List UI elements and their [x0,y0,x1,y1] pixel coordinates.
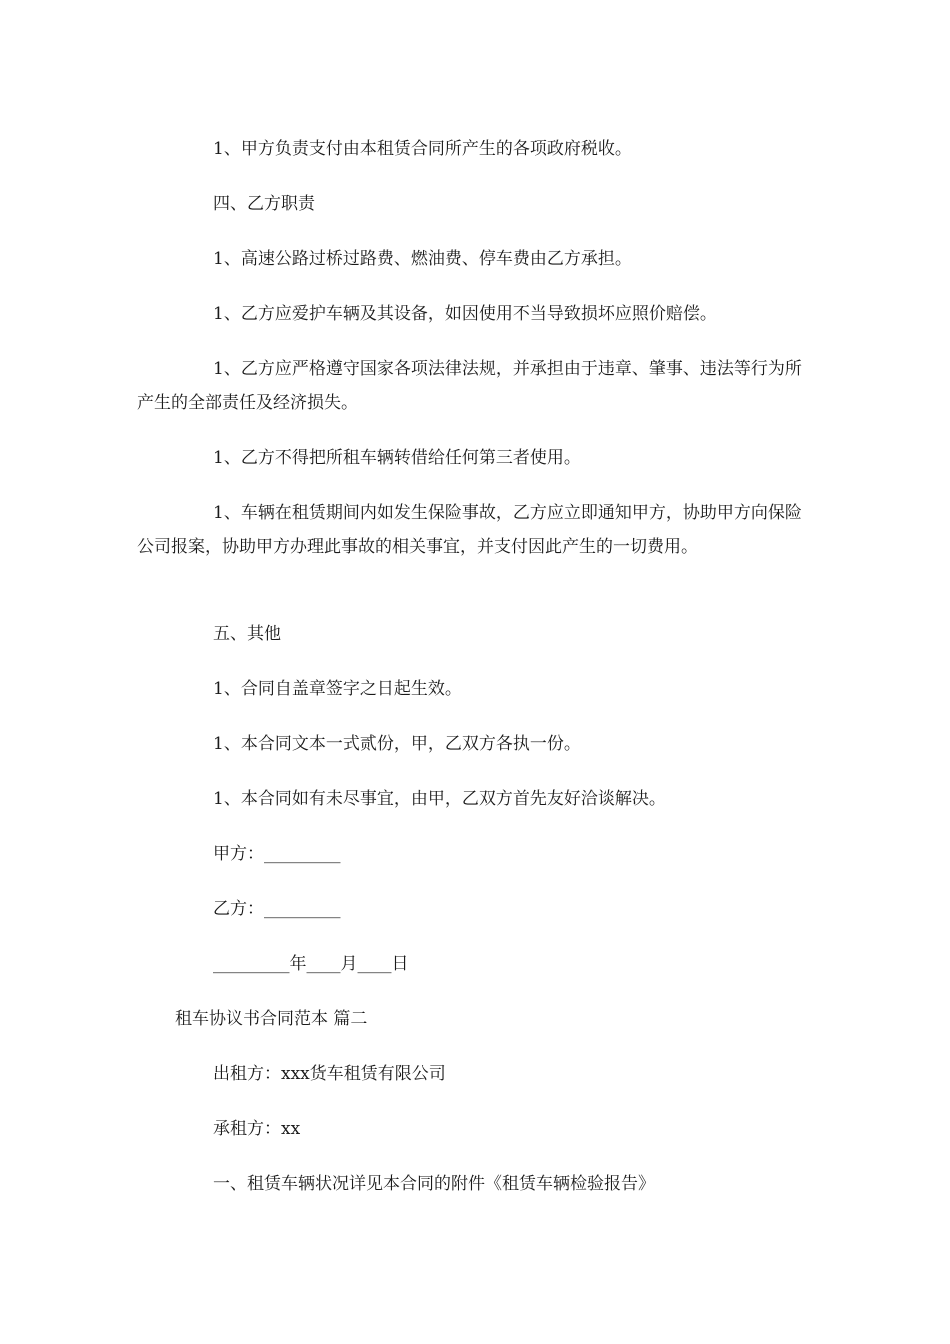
lessee-line: 承租方：xx [213,1119,301,1139]
clause-unresolved-matters: 1、本合同如有未尽事宜，由甲，乙双方首先友好洽谈解决。 [213,789,666,809]
signature-party-a: 甲方：_________ [213,844,341,864]
clause-vehicle-care: 1、乙方应爱护车辆及其设备，如因使用不当导致损坏应照价赔偿。 [213,304,717,324]
clause-law-compliance: 1、乙方应严格遵守国家各项法律法规，并承担由于违章、肇事、违法等行为所产生的全部责任及经济损失。 [137,359,802,413]
section-title-part-two: 租车协议书合同范本 篇二 [175,1009,368,1029]
clause-no-sublease: 1、乙方不得把所租车辆转借给任何第三者使用。 [213,448,581,468]
clause-copies: 1、本合同文本一式贰份，甲，乙双方各执一份。 [213,734,581,754]
section-heading-party-b-duties: 四、乙方职责 [213,194,315,214]
clause-tax: 1、甲方负责支付由本租赁合同所产生的各项政府税收。 [213,139,632,159]
section-heading-other: 五、其他 [213,624,281,644]
signature-party-b: 乙方：_________ [213,899,341,919]
clause-effective-date: 1、合同自盖章签字之日起生效。 [213,679,462,699]
clause-insurance-accident: 1、车辆在租赁期间内如发生保险事故，乙方应立即通知甲方，协助甲方向保险公司报案，协助甲方办理此事故的相关事宜，并支付因此产生的一切费用。 [137,503,802,557]
clause-tolls-fuel-parking: 1、高速公路过桥过路费、燃油费、停车费由乙方承担。 [213,249,632,269]
clause-vehicle-condition: 一、租赁车辆状况详见本合同的附件《租赁车辆检验报告》 [213,1174,655,1194]
signature-date: _________年____月____日 [213,954,409,974]
lessor-line: 出租方：xxx货车租赁有限公司 [213,1064,446,1084]
